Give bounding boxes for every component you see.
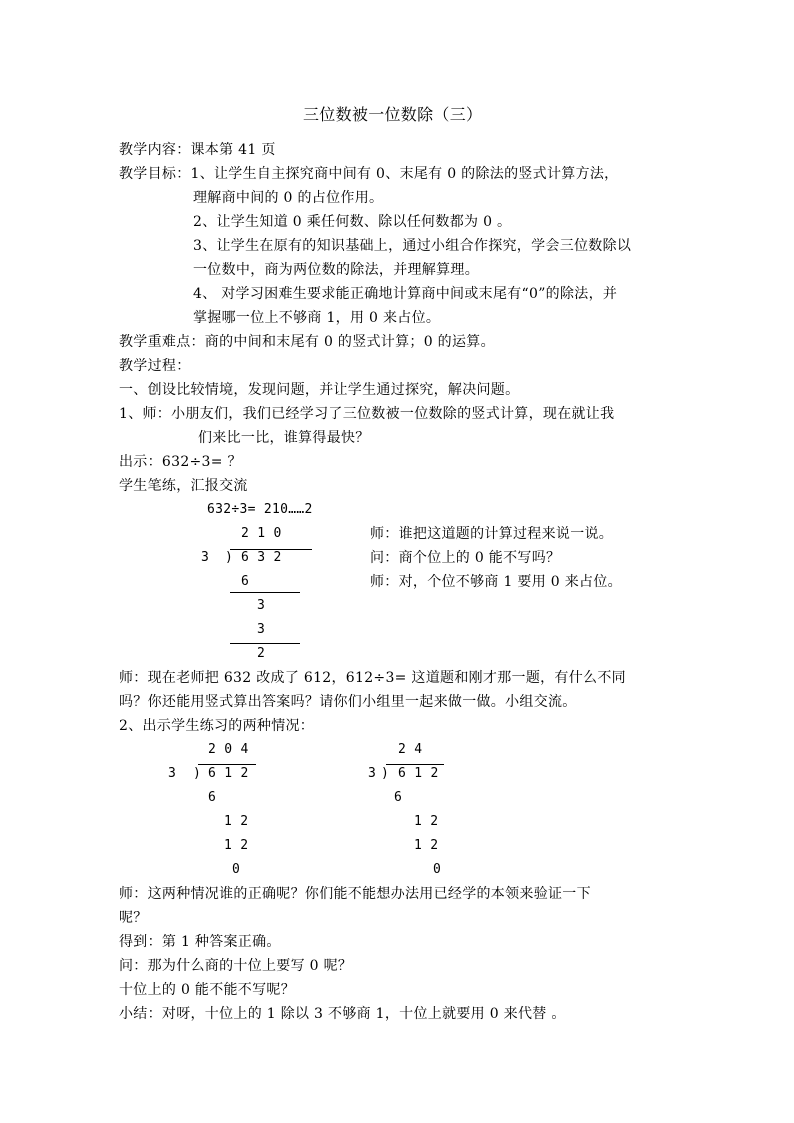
division-2-bracket: ): [193, 766, 202, 781]
paragraph-2: 师：现在老师把 632 改成了 612，612÷3= 这道题和刚才那一题，有什么不同: [119, 670, 626, 686]
division-1-note-2: 问：商个位上的 0 能不写吗？: [370, 550, 561, 566]
division-3-step-2: 1 2: [414, 814, 439, 829]
division-2-step-2: 1 2: [224, 814, 249, 829]
paragraph-1: 1、师：小朋友们，我们已经学习了三位数被一位数除的竖式计算，现在就让我: [119, 406, 615, 422]
division-3-divisor: 3: [368, 766, 377, 781]
division-1-rule-1: [230, 592, 300, 593]
paragraph-3: 2、出示学生练习的两种情况：: [119, 718, 315, 734]
division-1-step-3: 3: [257, 622, 266, 637]
teaching-goal-1: 教学目标：1、让学生自主探究商中间有 0、末尾有 0 的除法的竖式计算方法，: [119, 166, 619, 182]
division-1-step-2: 3: [257, 598, 266, 613]
division-1-quotient: 2 1 0: [241, 526, 282, 541]
division-3-step-3: 1 2: [414, 838, 439, 853]
teaching-content: 教学内容：课本第 41 页: [119, 142, 276, 158]
paragraph-2-cont: 吗？你还能用竖式算出答案吗？请你们小组里一起来做一做。小组交流。: [119, 694, 577, 710]
division-3-top-bar: [386, 764, 444, 765]
division-3-quotient: 2 4: [398, 742, 423, 757]
division-2-quotient: 2 0 4: [208, 742, 249, 757]
paragraph-1-cont: 们来比一比，谁算得最快？: [198, 430, 370, 446]
division-2-step-3: 1 2: [224, 838, 249, 853]
division-2-dividend: 6 1 2: [208, 766, 249, 781]
question-1-cont: 呢？: [119, 910, 148, 926]
division-2-remainder: 0: [232, 862, 241, 877]
division-1-top-bar: [230, 549, 312, 550]
section-1-heading: 一、创设比较情境，发现问题，并让学生通过探究，解决问题。: [119, 382, 520, 398]
teaching-goal-4-cont: 掌握哪一位上不够商 1，用 0 来占位。: [193, 310, 441, 326]
question-3: 十位上的 0 能不能不写呢？: [119, 982, 296, 998]
teaching-process: 教学过程：: [119, 358, 191, 374]
answer: 得到：第 1 种答案正确。: [119, 934, 281, 950]
division-1-step-1: 6: [241, 574, 250, 589]
division-2-divisor: 3: [168, 766, 177, 781]
division-1-note-3: 师：对，个位不够商 1 要用 0 来占位。: [370, 574, 622, 590]
student-practice: 学生笔练，汇报交流: [119, 478, 248, 494]
division-1-divisor: 3: [201, 550, 210, 565]
division-3-step-1: 6: [394, 790, 403, 805]
division-2-top-bar: [198, 764, 256, 765]
key-points: 教学重难点：商的中间和末尾有 0 的竖式计算；0 的运算。: [119, 334, 495, 350]
division-3-bracket: ): [381, 766, 390, 781]
division-1-bracket: ): [225, 550, 234, 565]
teaching-goal-4: 4、 对学习困难生要求能正确地计算商中间或末尾有“0”的除法，并: [193, 286, 618, 302]
question-1: 师：这两种情况谁的正确呢？你们能不能想办法用已经学的本领来验证一下: [119, 886, 591, 902]
teaching-goal-2: 2、让学生知道 0 乘任何数、除以任何数都为 0 。: [193, 214, 512, 230]
division-2-step-1: 6: [208, 790, 217, 805]
summary: 小结：对呀，十位上的 1 除以 3 不够商 1，十位上就要用 0 来代替 。: [119, 1006, 566, 1022]
division-1-note-1: 师：谁把这道题的计算过程来说一说。: [370, 526, 614, 542]
division-1-dividend: 6 3 2: [241, 550, 282, 565]
teaching-goal-3: 3、让学生在原有的知识基础上，通过小组合作探究，学会三位数除以: [193, 238, 632, 254]
division-3-dividend: 6 1 2: [398, 766, 439, 781]
division-1-remainder: 2: [257, 646, 266, 661]
division-3-remainder: 0: [433, 862, 442, 877]
show-problem: 出示：632÷3= ？: [119, 454, 242, 470]
teaching-goal-1-cont: 理解商中间的 0 的占位作用。: [193, 190, 384, 206]
division-1-equation: 632÷3= 210……2: [207, 502, 313, 517]
teaching-goal-3-cont: 一位数中，商为两位数的除法，并理解算理。: [193, 262, 479, 278]
question-2: 问：那为什么商的十位上要写 0 呢？: [119, 958, 353, 974]
page-title: 三位数被一位数除（三）: [303, 105, 483, 124]
